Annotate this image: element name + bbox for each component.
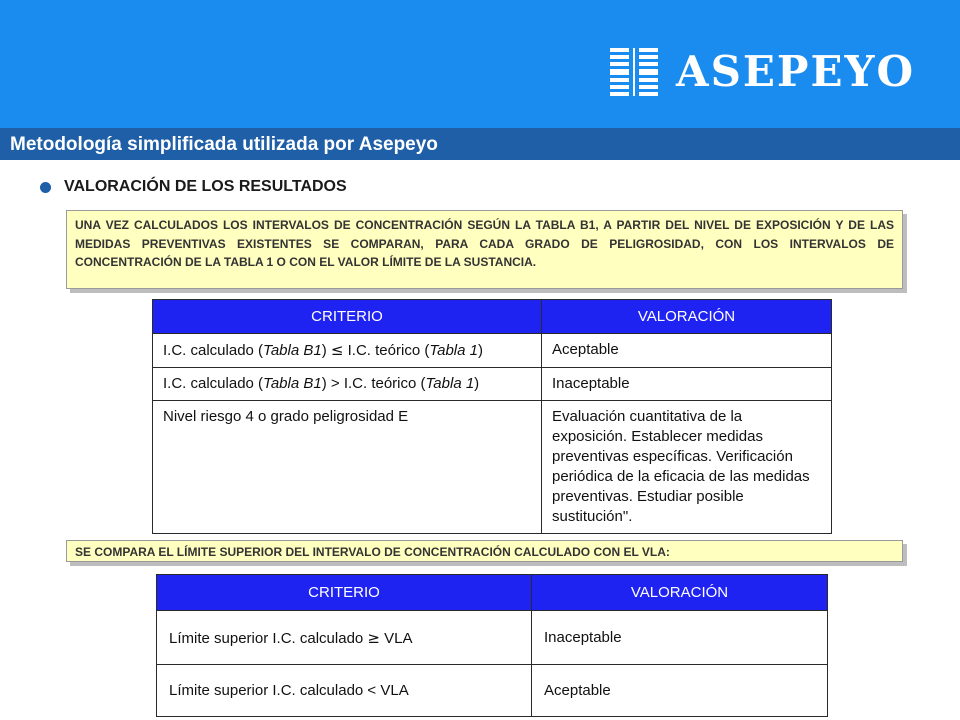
explanation-note: UNA VEZ CALCULADOS LOS INTERVALOS DE CONCENTRACIÓN SEGÚN LA TABLA B1, A PARTIR DEL NIVEL DE EXPOSICIÓN Y DE LAS MEDIDAS PREVENTIVAS EXISTENTES SE COMPARAN, PARA CADA GRADO DE PELIGROSIDAD, CON LOS INTERVALOS DE CONCENTRACIÓN DE LA TABLA 1 O CON EL VALOR LÍMITE DE LA SUSTANCIA. (66, 210, 903, 289)
table-row (153, 334, 832, 368)
criterio-cell: Nivel riesgo 4 o grado peligrosidad E (153, 401, 542, 534)
asepeyo-logo-mark-icon (610, 48, 658, 96)
valoracion-cell: Aceptable (532, 665, 828, 717)
table-row (157, 665, 828, 717)
valoracion-cell: Inaceptable (542, 368, 832, 401)
column-header-valoracion: VALORACIÓN (542, 300, 832, 334)
criteria-table (152, 299, 832, 534)
column-header-valoracion: VALORACIÓN (532, 575, 828, 611)
table-header-row (153, 300, 832, 334)
criterio-cell: I.C. calculado (Tabla B1) > I.C. teórico (Tabla 1) (153, 368, 542, 401)
criterio-cell: I.C. calculado (Tabla B1) ≤ I.C. teórico (Tabla 1) (153, 334, 542, 368)
bullet-icon (40, 182, 51, 193)
section-heading (40, 178, 347, 196)
header-banner (0, 0, 960, 128)
column-header-criterio: CRITERIO (153, 300, 542, 334)
table-row (153, 368, 832, 401)
table-row (153, 401, 832, 534)
page-title: Metodología simplificada utilizada por Asepeyo (0, 128, 960, 160)
column-header-criterio: CRITERIO (157, 575, 532, 611)
brand-logo (610, 48, 915, 96)
valoracion-cell: Inaceptable (532, 611, 828, 665)
vla-table (156, 574, 828, 717)
criterio-cell: Límite superior I.C. calculado < VLA (157, 665, 532, 717)
section-title: VALORACIÓN DE LOS RESULTADOS (64, 178, 347, 195)
comparison-note: SE COMPARA EL LÍMITE SUPERIOR DEL INTERVALO DE CONCENTRACIÓN CALCULADO CON EL VLA: (66, 540, 903, 562)
brand-name: ASEPEYO (676, 47, 916, 96)
table-row (157, 611, 828, 665)
table-header-row (157, 575, 828, 611)
valoracion-cell: Evaluación cuantitativa de la exposición. Establecer medidas preventivas específicas. Verificación periódica de la eficacia de las medidas preventivas. Estudiar posible sustitución". (542, 401, 832, 534)
valoracion-cell: Aceptable (542, 334, 832, 368)
criterio-cell: Límite superior I.C. calculado ≥ VLA (157, 611, 532, 665)
